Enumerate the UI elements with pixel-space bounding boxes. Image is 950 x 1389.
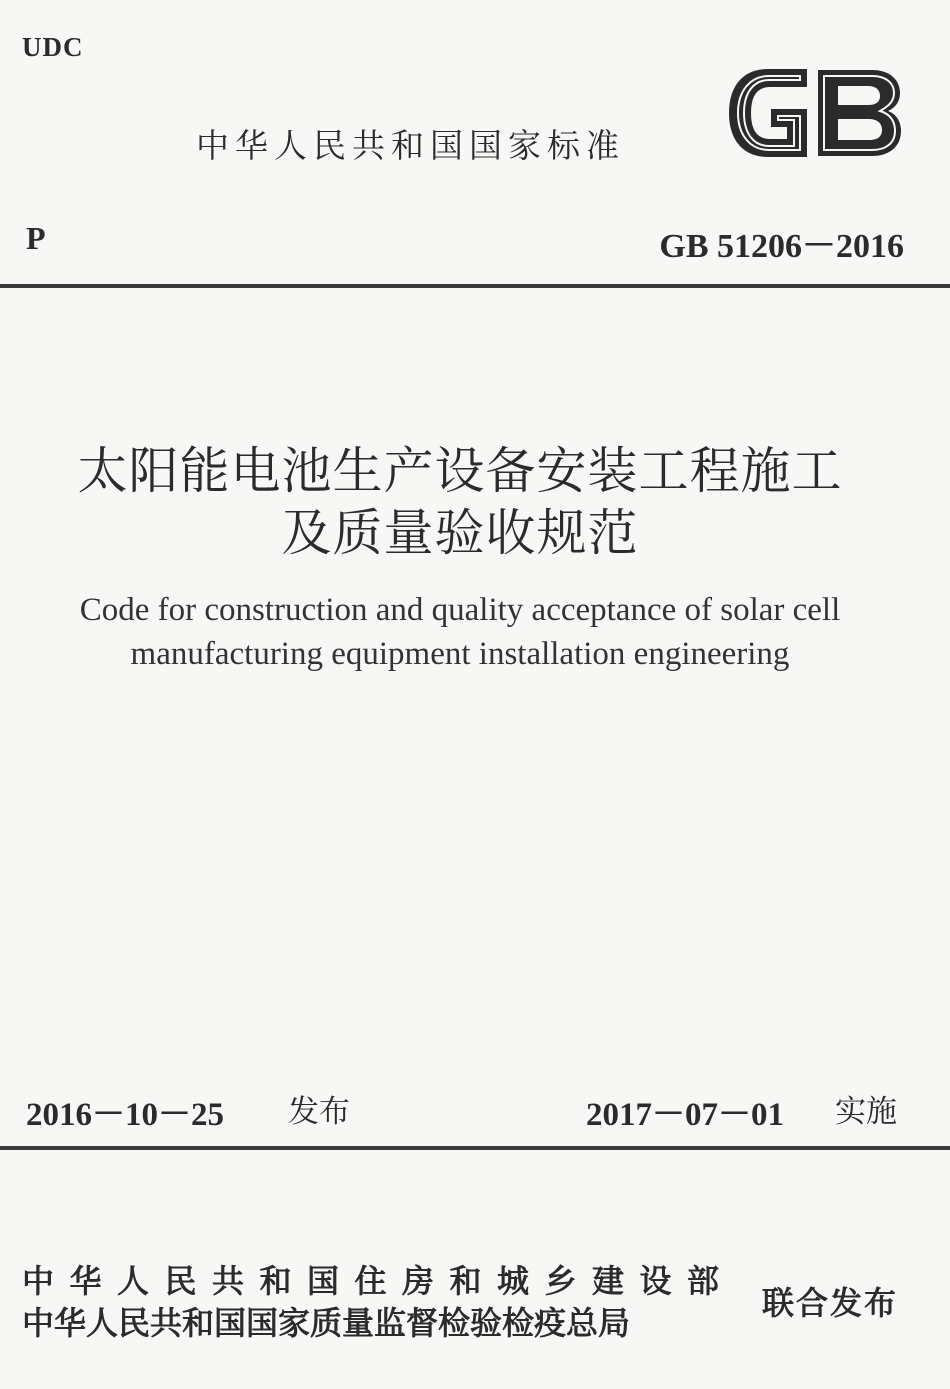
english-title-line-1: Code for construction and quality acceptance of solar cell — [79, 592, 841, 628]
chinese-title-line-2: 及质量验收规范 — [281, 504, 639, 562]
chinese-title — [0, 440, 920, 564]
issue-date: 2016－10－25 — [26, 1097, 224, 1133]
bottom-divider — [0, 1146, 950, 1150]
standard-number: GB 51206－2016 — [659, 228, 904, 265]
joint-publish-label: 联合发布 — [762, 1284, 899, 1322]
publisher-aqsiq: 中华人民共和国国家质量监督检验检疫总局 — [22, 1304, 631, 1342]
gb-logo — [726, 66, 904, 160]
chinese-title-line-1: 太阳能电池生产设备安装工程施工 — [77, 442, 843, 500]
publisher-ministry-housing: 中华人民共和国住房和城乡建设部 — [22, 1262, 735, 1300]
udc-label: UDC — [22, 32, 84, 62]
issue-label: 发布 — [288, 1094, 350, 1130]
top-divider — [0, 284, 950, 288]
category-code: P — [26, 220, 46, 256]
english-title — [0, 588, 920, 676]
implementation-date: 2017－07－01 — [586, 1097, 784, 1133]
english-title-line-2: manufacturing equipment installation engineering — [130, 636, 790, 672]
national-standard-heading: 中华人民共和国国家标准 — [196, 126, 625, 165]
implementation-label: 实施 — [835, 1094, 897, 1130]
